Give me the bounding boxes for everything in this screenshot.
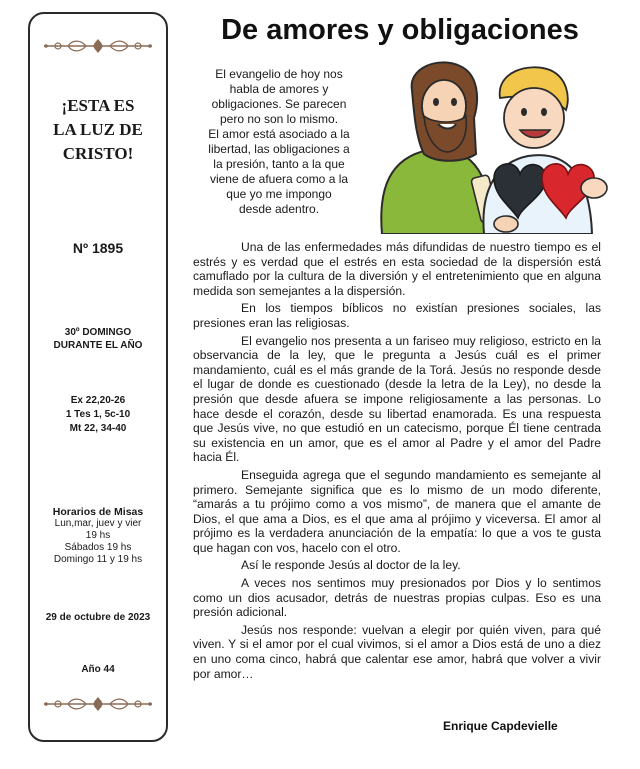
- intro-line: El amor está asociado a la: [208, 127, 350, 141]
- ornament-divider-top: [38, 36, 158, 56]
- mass-schedule-line: Lun,mar, juev y vier: [54, 518, 142, 529]
- sunday-line: DURANTE EL AÑO: [53, 340, 143, 351]
- intro-line: libertad, las obligaciones a: [208, 142, 350, 156]
- reading-item: 1 Tes 1, 5c-10: [65, 409, 131, 420]
- slogan-line: CRISTO!: [62, 144, 134, 163]
- article-body: [193, 240, 601, 684]
- page-title: De amores y obligaciones: [221, 14, 579, 46]
- sunday-line: 30º DOMINGO: [64, 327, 132, 338]
- sidebar-slogan: [30, 94, 166, 166]
- issue-number: Nº 1895: [72, 240, 124, 256]
- reading-item: Ex 22,20-26: [70, 395, 126, 406]
- intro-line: la presión, tanto a la que: [213, 157, 345, 171]
- slogan-line: ¡ESTA ES: [61, 96, 135, 115]
- intro-line: que yo me impongo: [226, 187, 332, 201]
- mass-schedule: [30, 506, 166, 566]
- intro-line: El evangelio de hoy nos: [215, 67, 343, 81]
- intro-line: desde adentro.: [238, 202, 320, 216]
- sidebar-panel: [28, 12, 168, 742]
- article-paragraph: Enseguida agrega que el segundo mandamiento es semejante al primero. Semejante significa que es lo mismo de un modo diferente, “amarás a tu prójimo como a vos mismo”, de manera que el amante de Dios, el que ama a Dios, es el que ama al prójimo y viceversa. El amor al prójimo es la verdadera anunciación de la empatía: lo que a vos te gusta que hagan con vos, hacelo con el otro.: [193, 467, 601, 555]
- article-paragraph: Así le responde Jesús al doctor de la ley.: [241, 558, 461, 573]
- article-paragraph: Una de las enfermedades más difundidas de nuestro tiempo es el estrés y es verdad que el estrés en esta sociedad de la dispersión está camuflado por la cultura de la diversión y el entretenimiento que en alguna medida son semejantes a la dispersión.: [193, 240, 601, 298]
- publication-year: Año 44: [81, 664, 115, 675]
- author-signature: Enrique Capdevielle: [443, 719, 558, 733]
- intro-line: pero no son lo mismo.: [219, 112, 339, 126]
- article-paragraph: En los tiempos bíblicos no existían presiones sociales, las presiones eran las religiosas.: [193, 301, 601, 330]
- issue-date: 29 de octubre de 2023: [45, 612, 151, 623]
- liturgical-sunday: [30, 326, 166, 352]
- intro-line: viene de afuera como a la: [209, 172, 349, 186]
- mass-schedule-title: Horarios de Misas: [52, 506, 144, 518]
- article-paragraph: Jesús nos responde: vuelvan a elegir por quién viven, para qué viven. Y si el amor por el cual vivimos, si el amor a Dios está de uno a diez en uno coma cinco, habrá que calentar ese amor, habrá que volver a vivir por amor…: [193, 622, 601, 681]
- ornament-divider-bottom: [38, 694, 158, 714]
- bible-readings: [30, 394, 166, 436]
- intro-line: habla de amores y: [229, 82, 329, 96]
- article-paragraph: A veces nos sentimos muy presionados por Dios y lo sentimos como un dios acusador, detrás de nuestras propias culpas. Eso es una presión adicional.: [193, 576, 601, 620]
- jesus-and-pharisee-illustration: [368, 58, 620, 234]
- mass-schedule-line: Sábados 19 hs: [64, 542, 132, 553]
- article-paragraph: El evangelio nos presenta a un fariseo muy religioso, estricto en la observancia de la ley, que le pregunta a Jesús cuál es el primer mandamiento, cuál es el más grande de la Torá. Jesús no responde desde el lugar de donde es cuestionado (desde la letra de la Ley), no desde la presión que desde afuera se impone religiosamente a las personas. Lo hace desde el corazón, desde su libertad enamorada. Es una respuesta que Jesús vive, no que estudió en un catecismo, porque Él tiene centrada su existencia en un amor, que es el amor al Padre y el amor del Padre hacia Él.: [193, 333, 601, 465]
- reading-item: Mt 22, 34-40: [69, 423, 127, 434]
- intro-line: obligaciones. Se parecen: [211, 97, 347, 111]
- mass-schedule-line: 19 hs: [85, 530, 111, 541]
- slogan-line: LA LUZ DE: [53, 120, 143, 139]
- mass-schedule-line: Domingo 11 y 19 hs: [53, 554, 143, 565]
- intro-text: [193, 67, 365, 217]
